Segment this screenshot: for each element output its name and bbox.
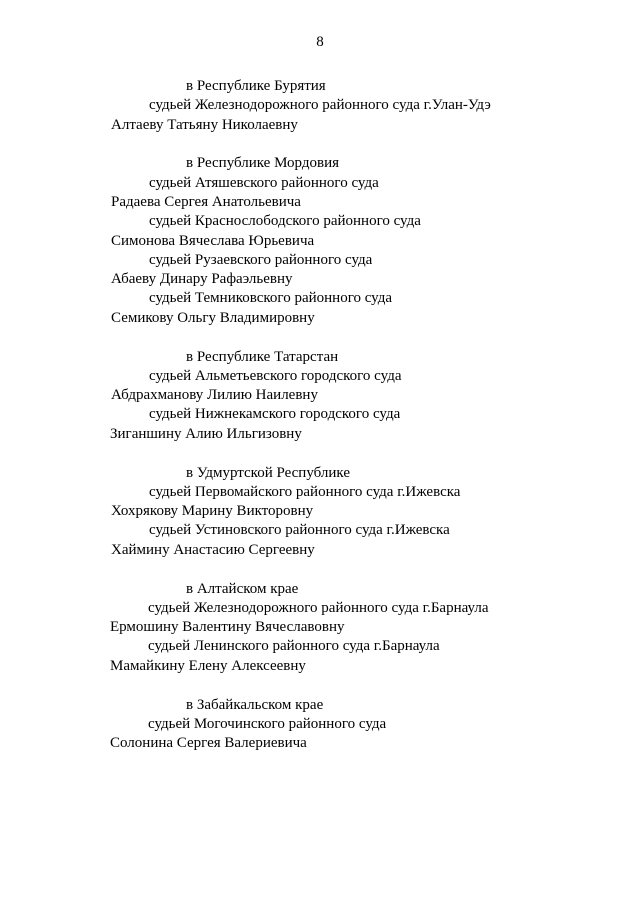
appointments-list — [0, 77, 640, 773]
person-name: Зиганшину Алию Ильгизовну — [110, 425, 302, 442]
section-udmurtia — [0, 464, 640, 560]
section-zabaikalsky-krai — [0, 696, 640, 754]
section-altai-krai — [0, 580, 640, 676]
court-line: судьей Темниковского районного суда — [149, 290, 393, 307]
court-line: судьей Альметьевского городского суда — [149, 367, 402, 384]
person-name: Ермошину Валентину Вячеславовну — [110, 619, 345, 636]
region-heading: в Удмуртской Республике — [186, 464, 350, 481]
region-heading: в Республике Мордовия — [186, 155, 339, 172]
court-line: судьей Первомайского районного суда г.Ижевска — [149, 483, 461, 500]
court-line: судьей Рузаевского районного суда — [149, 251, 373, 268]
region-heading: в Республике Бурятия — [186, 78, 326, 94]
court-line: судьей Железнодорожного районного суда г.Барнаула — [148, 599, 489, 616]
court-line: судьей Атяшевского районного суда — [149, 174, 379, 191]
person-name: Солонина Сергея Валериевича — [110, 735, 307, 752]
person-name: Радаева Сергея Анатольевича — [111, 193, 301, 210]
section-buryatia — [0, 77, 640, 135]
region-heading: в Алтайском крае — [186, 580, 299, 597]
person-name: Семикову Ольгу Владимировну — [111, 309, 315, 326]
person-name: Абдрахманову Лилию Наилевну — [111, 387, 318, 404]
section-tatarstan — [0, 348, 640, 444]
person-name: Алтаеву Татьяну Николаевну — [111, 116, 298, 133]
section-mordovia — [0, 154, 640, 328]
region-heading: в Забайкальском крае — [186, 696, 324, 713]
court-line: судьей Могочинского районного суда — [148, 715, 387, 732]
person-name: Симонова Вячеслава Юрьевича — [111, 232, 315, 249]
person-name: Абаеву Динару Рафаэльевну — [111, 271, 293, 288]
person-name: Хохрякову Марину Викторовну — [111, 503, 314, 520]
court-line: судьей Краснослободского районного суда — [149, 213, 421, 230]
court-line: судьей Ленинского районного суда г.Барнаула — [148, 638, 440, 655]
page-number: 8 — [316, 34, 324, 50]
court-line: судьей Нижнекамского городского суда — [149, 406, 401, 423]
court-line: судьей Устиновского районного суда г.Ижевска — [149, 522, 450, 539]
person-name: Мамайкину Елену Алексеевну — [110, 657, 306, 674]
person-name: Хаймину Анастасию Сергеевну — [111, 541, 315, 558]
court-line: судьей Железнодорожного районного суда г.Улан-Удэ — [149, 97, 491, 114]
region-heading: в Республике Татарстан — [186, 348, 339, 365]
